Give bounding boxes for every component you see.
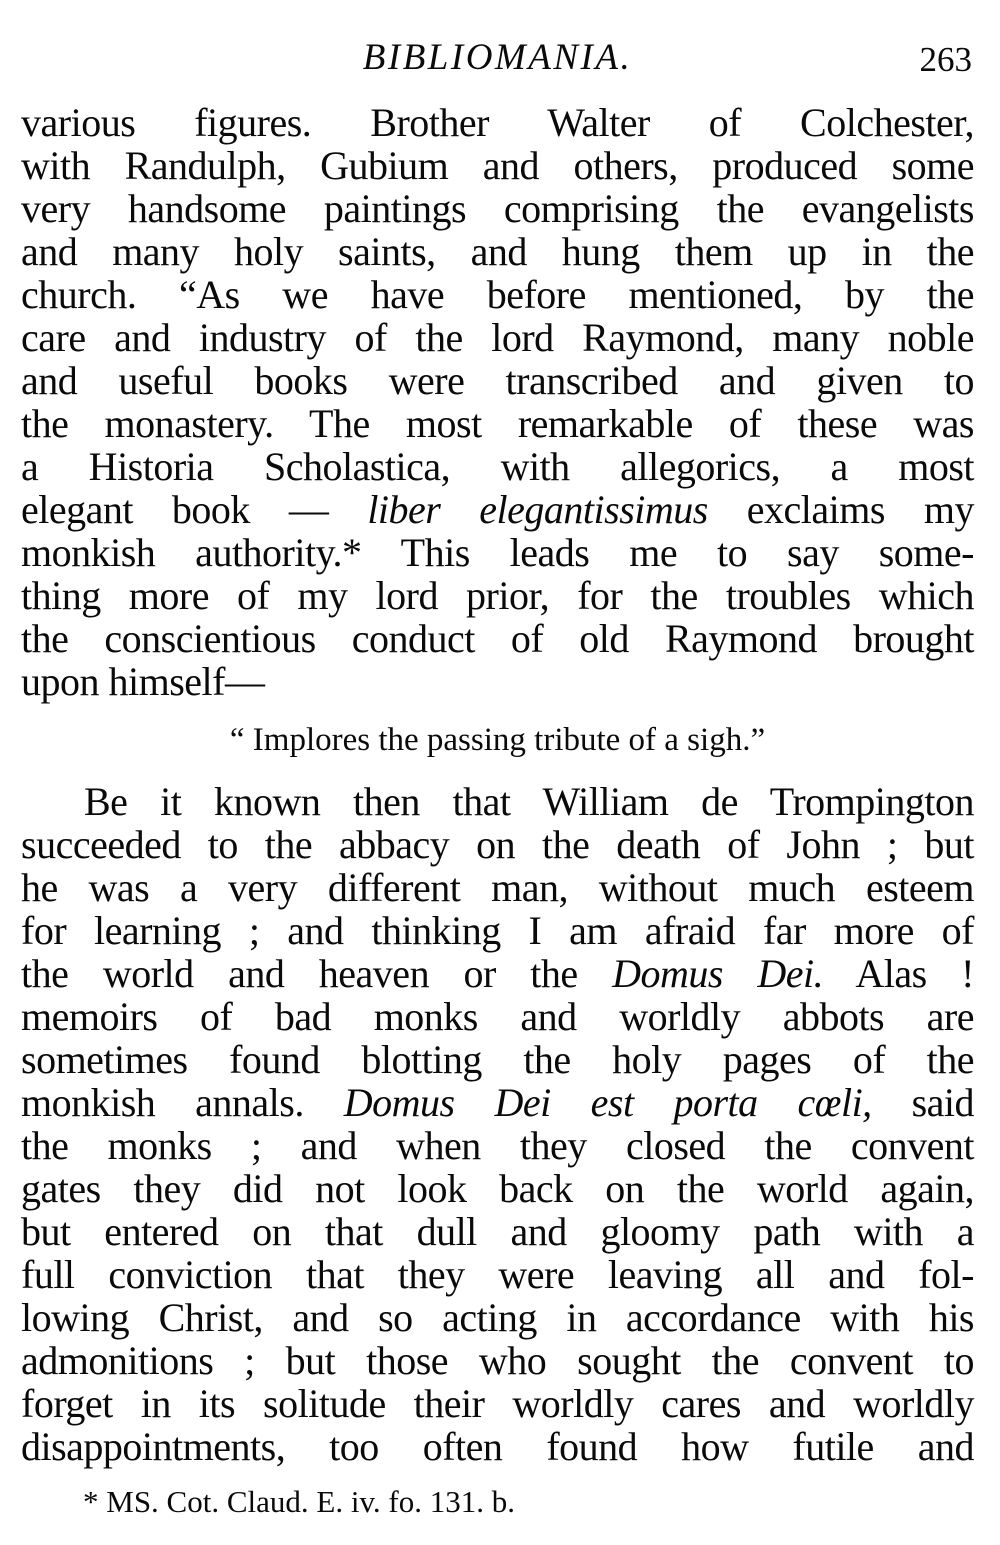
text-line bbox=[21, 488, 974, 531]
text-line bbox=[21, 316, 974, 359]
text-line bbox=[21, 1167, 974, 1210]
italic-text-segment: liber elegantissimus bbox=[367, 487, 708, 532]
text-segment: the monks ; and when they closed the convent bbox=[21, 1123, 974, 1168]
text-segment: for learning ; and thinking I am afraid far more of bbox=[21, 908, 974, 953]
text-line bbox=[21, 1210, 974, 1253]
italic-text-segment: Domus Dei. bbox=[612, 951, 824, 996]
verse-quote bbox=[21, 721, 974, 759]
text-segment: sometimes found blotting the holy pages of the bbox=[21, 1037, 974, 1082]
text-segment: elegant book — bbox=[21, 487, 368, 532]
running-header-title: BIBLIOMANIA. bbox=[362, 37, 633, 78]
footnote: * MS. Cot. Claud. E. iv. fo. 131. b. bbox=[83, 1484, 516, 1519]
text-line bbox=[21, 1425, 974, 1468]
running-header bbox=[21, 36, 974, 84]
text-line bbox=[21, 1339, 974, 1382]
text-line bbox=[21, 780, 974, 823]
text-segment: but entered on that dull and gloomy path with a bbox=[21, 1209, 974, 1254]
text-segment: very handsome paintings comprising the evangelists bbox=[21, 186, 974, 231]
body-paragraph bbox=[21, 101, 974, 703]
text-segment: the world and heaven or the bbox=[21, 951, 613, 996]
text-segment: disappointments, too often found how futile and bbox=[21, 1424, 974, 1469]
text-line bbox=[21, 721, 974, 759]
text-segment: upon himself— bbox=[21, 659, 265, 704]
page-number: 263 bbox=[919, 40, 972, 79]
text-segment: Be it known then that William de Trompington bbox=[84, 779, 974, 824]
text-segment: “ Implores the passing tribute of a sigh.” bbox=[229, 722, 766, 758]
text-segment: forget in its solitude their worldly cares and worldly bbox=[21, 1381, 974, 1426]
text-segment: the monastery. The most remarkable of these was bbox=[21, 401, 974, 446]
text-line bbox=[21, 1081, 974, 1124]
text-line bbox=[21, 952, 974, 995]
text-segment: full conviction that they were leaving all and fol- bbox=[21, 1252, 974, 1297]
text-segment: a Historia Scholastica, with allegorics, a most bbox=[21, 444, 974, 489]
text-line bbox=[21, 402, 974, 445]
text-segment: and many holy saints, and hung them up in the bbox=[21, 229, 974, 274]
text-segment: lowing Christ, and so acting in accordance with his bbox=[21, 1295, 974, 1340]
text-segment: Alas ! bbox=[823, 951, 974, 996]
text-segment: memoirs of bad monks and worldly abbots are bbox=[21, 994, 974, 1039]
text-line bbox=[21, 359, 974, 402]
text-segment: monkish authority.* This leads me to say some- bbox=[21, 530, 974, 575]
text-line bbox=[21, 230, 974, 273]
text-block bbox=[21, 101, 974, 1520]
text-line bbox=[21, 273, 974, 316]
italic-text-segment: Domus Dei est porta cœli, bbox=[343, 1080, 872, 1125]
text-line bbox=[21, 144, 974, 187]
text-line bbox=[21, 1124, 974, 1167]
text-line bbox=[21, 617, 974, 660]
text-segment: with Randulph, Gubium and others, produced some bbox=[21, 143, 974, 188]
text-line bbox=[21, 823, 974, 866]
text-segment: succeeded to the abbacy on the death of John ; but bbox=[21, 822, 974, 867]
text-segment: exclaims my bbox=[707, 487, 974, 532]
body-paragraph bbox=[21, 780, 974, 1468]
text-line bbox=[21, 866, 974, 909]
text-line bbox=[21, 1296, 974, 1339]
text-line bbox=[21, 1253, 974, 1296]
text-segment: various figures. Brother Walter of Colchester, bbox=[21, 100, 974, 145]
text-line bbox=[21, 531, 974, 574]
text-line bbox=[21, 660, 974, 703]
text-segment: the conscientious conduct of old Raymond brought bbox=[21, 616, 974, 661]
text-line bbox=[21, 187, 974, 230]
text-line bbox=[21, 574, 974, 617]
text-line bbox=[21, 445, 974, 488]
text-segment: care and industry of the lord Raymond, many noble bbox=[21, 315, 974, 360]
text-segment: and useful books were transcribed and given to bbox=[21, 358, 974, 403]
text-segment: said bbox=[871, 1080, 975, 1125]
text-line bbox=[21, 995, 974, 1038]
text-line bbox=[21, 101, 974, 144]
text-segment: thing more of my lord prior, for the troubles which bbox=[21, 573, 974, 618]
text-segment: gates they did not look back on the world again, bbox=[21, 1166, 974, 1211]
text-line bbox=[21, 1382, 974, 1425]
text-line bbox=[21, 1038, 974, 1081]
text-segment: church. “As we have before mentioned, by the bbox=[21, 272, 974, 317]
text-segment: admonitions ; but those who sought the convent to bbox=[21, 1338, 974, 1383]
text-segment: monkish annals. bbox=[21, 1080, 344, 1125]
text-segment: he was a very different man, without much esteem bbox=[21, 865, 974, 910]
text-line bbox=[21, 909, 974, 952]
